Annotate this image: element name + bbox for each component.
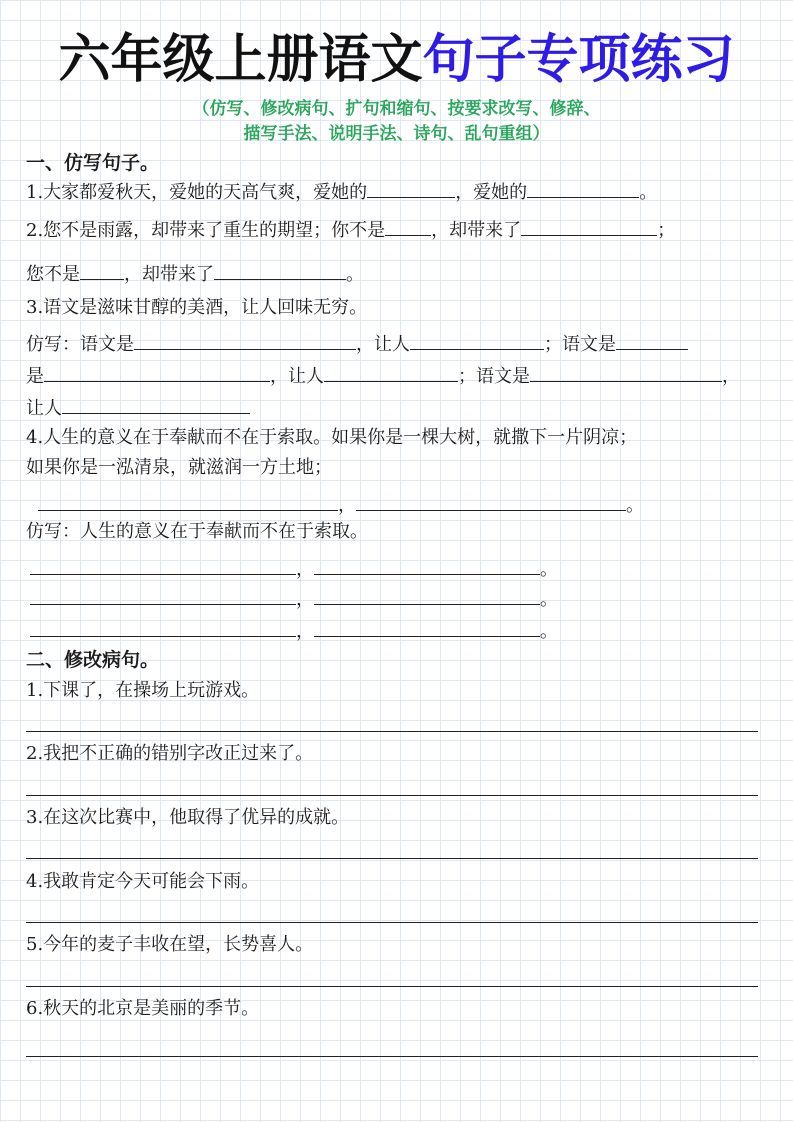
q3-row3-a: 让人 bbox=[26, 398, 62, 419]
row1-comma: ， bbox=[296, 559, 314, 580]
q3-row1-c: ；语文是 bbox=[544, 334, 616, 355]
q2-line2-b: ，却带来了 bbox=[124, 264, 214, 285]
answer-blank[interactable] bbox=[314, 584, 540, 605]
answer-blank[interactable] bbox=[30, 616, 296, 637]
answer-blank[interactable] bbox=[38, 490, 338, 511]
q3-row1-a: 仿写：语文是 bbox=[26, 334, 134, 355]
imitate-row-1 bbox=[30, 554, 558, 583]
list-item: 2.我把不正确的错别字改正过来了。 bbox=[26, 743, 314, 764]
question-3-row2 bbox=[26, 361, 740, 390]
answer-blank[interactable] bbox=[521, 215, 657, 236]
subtitle-line1: （仿写、修改病句、扩句和缩句、按要求改写、修辞、 bbox=[192, 99, 601, 119]
answer-blank[interactable] bbox=[356, 490, 626, 511]
list-item: 6.秋天的北京是美丽的季节。 bbox=[26, 998, 260, 1019]
row3-comma: ， bbox=[296, 621, 314, 642]
title-part1: 六年级上册语文 bbox=[58, 30, 423, 90]
q3-row2-c: ；语文是 bbox=[458, 366, 530, 387]
answer-blank[interactable] bbox=[324, 361, 458, 382]
section1-heading: 一、仿写句子。 bbox=[26, 152, 160, 174]
q3-row2-b: ，让人 bbox=[270, 366, 324, 387]
answer-blank[interactable] bbox=[616, 329, 688, 350]
question-2 bbox=[26, 215, 675, 244]
q4-period: 。 bbox=[626, 495, 644, 516]
answer-line[interactable] bbox=[26, 731, 758, 732]
subtitle-line2: 描写手法、说明手法、诗句、乱句重组） bbox=[243, 124, 550, 144]
q2-end: ； bbox=[657, 220, 676, 241]
row2-comma: ， bbox=[296, 589, 314, 610]
question-3-row1 bbox=[26, 329, 688, 358]
question-1 bbox=[26, 177, 657, 206]
q3-row1-b: ，让人 bbox=[356, 334, 410, 355]
q2-line2-a: 您不是 bbox=[26, 264, 80, 285]
q2-line2-end: 。 bbox=[346, 264, 364, 285]
q1-text: 1.大家都爱秋天，爱她的天高气爽，爱她的 bbox=[26, 182, 368, 203]
answer-line[interactable] bbox=[26, 795, 758, 796]
list-item: 3.在这次比赛中，他取得了优异的成就。 bbox=[26, 807, 350, 828]
question-2-line2 bbox=[26, 259, 364, 288]
answer-blank[interactable] bbox=[314, 554, 540, 575]
q2-text: 2.您不是雨露，却带来了重生的期望；你不是 bbox=[26, 220, 386, 241]
page-title bbox=[0, 28, 793, 92]
answer-blank[interactable] bbox=[527, 177, 639, 198]
answer-blank[interactable] bbox=[44, 361, 270, 382]
q3-row2-a: 是 bbox=[26, 366, 44, 387]
list-item: 5.今年的麦子丰收在望，长势喜人。 bbox=[26, 934, 314, 955]
answer-blank[interactable] bbox=[530, 361, 722, 382]
answer-line[interactable] bbox=[26, 1056, 758, 1057]
answer-blank[interactable] bbox=[410, 329, 544, 350]
answer-blank[interactable] bbox=[314, 616, 540, 637]
answer-blank[interactable] bbox=[134, 329, 356, 350]
answer-blank[interactable] bbox=[385, 215, 431, 236]
question-3-row3 bbox=[26, 393, 250, 422]
imitate-row-2 bbox=[30, 584, 558, 613]
row1-period: 。 bbox=[540, 559, 558, 580]
q2-mid: ，却带来了 bbox=[431, 220, 522, 241]
question-4-blanks bbox=[38, 490, 644, 519]
q1-mid: ，爱她的 bbox=[455, 182, 528, 203]
answer-blank[interactable] bbox=[30, 584, 296, 605]
answer-blank[interactable] bbox=[80, 259, 124, 280]
list-item: 1.下课了，在操场上玩游戏。 bbox=[26, 680, 260, 701]
question-3: 3.语文是滋味甘醇的美酒，让人回味无穷。 bbox=[26, 297, 368, 318]
q1-end: 。 bbox=[639, 182, 658, 203]
q4-comma: ， bbox=[338, 495, 356, 516]
answer-blank[interactable] bbox=[30, 554, 296, 575]
question-4-line1: 4.人生的意义在于奉献而不在于索取。如果你是一棵大树，就撒下一片阴凉； bbox=[26, 427, 638, 448]
row3-period: 。 bbox=[540, 621, 558, 642]
section2-heading: 二、修改病句。 bbox=[26, 649, 160, 671]
answer-blank[interactable] bbox=[62, 393, 250, 414]
answer-blank[interactable] bbox=[367, 177, 455, 198]
question-4-line2: 如果你是一泓清泉，就滋润一方土地； bbox=[26, 457, 332, 478]
question-4-imitate: 仿写：人生的意义在于奉献而不在于索取。 bbox=[26, 521, 368, 542]
answer-line[interactable] bbox=[26, 986, 758, 987]
answer-blank[interactable] bbox=[214, 259, 346, 280]
q3-row2-end: ， bbox=[722, 366, 740, 387]
answer-line[interactable] bbox=[26, 922, 758, 923]
row2-period: 。 bbox=[540, 589, 558, 610]
imitate-row-3 bbox=[30, 616, 558, 645]
list-item: 4.我敢肯定今天可能会下雨。 bbox=[26, 871, 260, 892]
answer-line[interactable] bbox=[26, 858, 758, 859]
title-part2: 句子专项练习 bbox=[422, 30, 735, 90]
